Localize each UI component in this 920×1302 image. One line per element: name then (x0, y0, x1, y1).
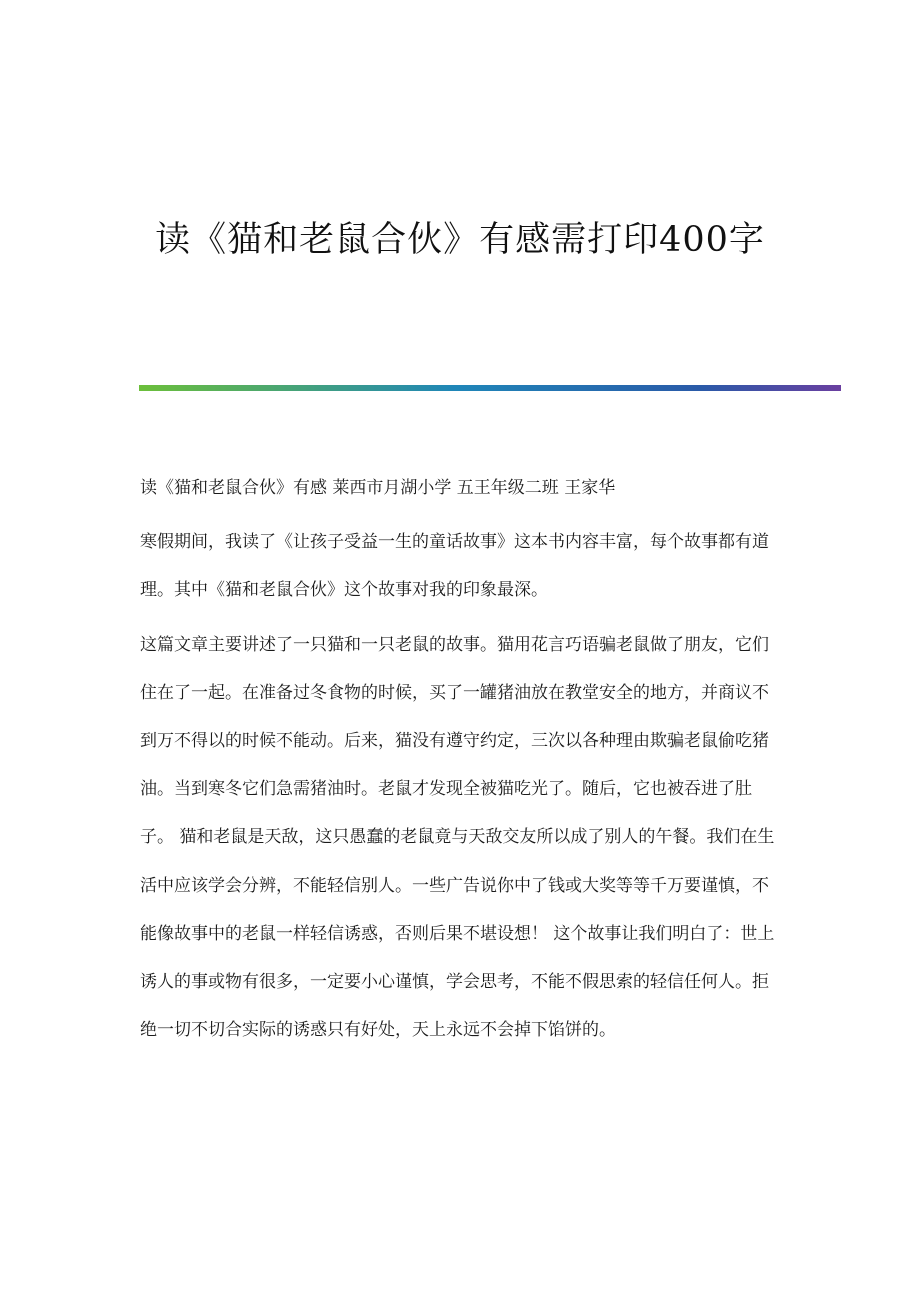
gradient-divider (139, 385, 841, 391)
paragraph-1: 寒假期间，我读了《让孩子受益一生的童话故事》这本书内容丰富，每个故事都有道理。其中《猫和老鼠合伙》这个故事对我的印象最深。 (140, 532, 769, 601)
document-body (140, 464, 785, 1054)
byline: 读《猫和老鼠合伙》有感 莱西市月湖小学 五王年级二班 王家华 (140, 478, 616, 498)
document-title: 读《猫和老鼠合伙》有感需打印400字 (155, 220, 765, 260)
paragraph-2: 这篇文章主要讲述了一只猫和一只老鼠的故事。猫用花言巧语骗老鼠做了朋友，它们住在了一起。在准备过冬食物的时候，买了一罐猪油放在教堂安全的地方，并商议不到万不得以的时候不能动。后来，猫没有遵守约定，三次以各种理由欺骗老鼠偷吃猪油。当到寒冬它们急需猪油时。老鼠才发现全被猫吃光了。随后，它也被吞进了肚子。 猫和老鼠是天敌，这只愚蠢的老鼠竟与天敌交友所以成了别人的午餐。我们在生活中应该学会分辨，不能轻信别人。一些广告说你中了钱或大奖等等千万要谨慎，不能像故事中的老鼠一样轻信诱惑，否则后果不堪设想！ 这个故事让我们明白了：世上诱人的事或物有很多，一定要小心谨慎，学会思考，不能不假思索的轻信任何人。拒绝一切不切合实际的诱惑只有好处，天上永远不会掉下馅饼的。 (140, 634, 775, 1041)
